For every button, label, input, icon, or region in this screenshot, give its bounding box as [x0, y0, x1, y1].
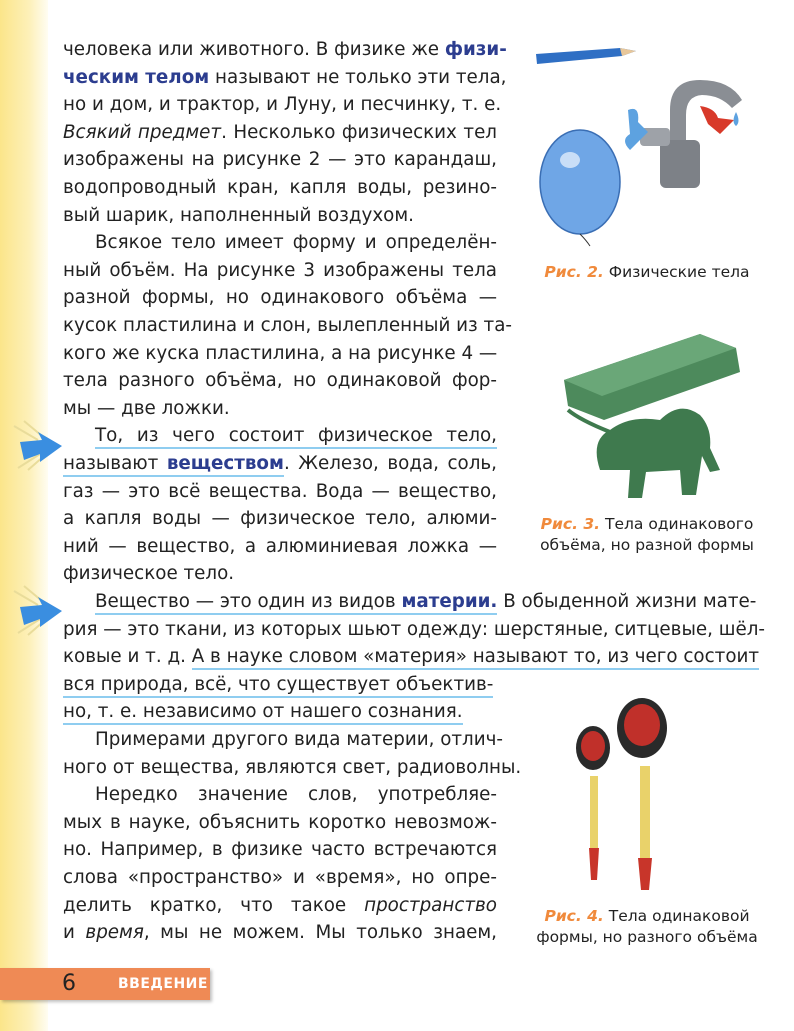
figure-4-spoons-image — [560, 690, 690, 895]
figure-4-caption: Рис. 4. Тела одинаковой формы, но разного объёма — [536, 907, 758, 946]
text-segment: физическое тело. — [63, 563, 235, 585]
text-segment: ного от вещества, являются свет, радиоволны. — [63, 756, 522, 778]
text-line — [63, 919, 497, 947]
text-segment: называют — [63, 453, 167, 477]
emphasis-text: время — [85, 922, 144, 944]
key-term: веществом — [167, 453, 284, 477]
text-line — [63, 643, 760, 671]
text-line — [63, 119, 497, 147]
text-segment: ний — вещество, а алюминиевая ложка — — [63, 535, 497, 557]
page-number: 6 — [62, 971, 76, 996]
text-segment: Вещество — это один из видов — [95, 591, 401, 615]
text-segment: вый шарик, наполненный воздухом. — [63, 204, 414, 226]
text-line — [63, 781, 497, 809]
text-line — [63, 671, 497, 699]
text-line — [63, 754, 522, 782]
text-segment: мых в науке, объяснить коротко невозмож- — [63, 811, 497, 833]
text-segment: называют не только эти тела, — [209, 66, 507, 88]
emphasis-text: Всякий предмет — [63, 121, 222, 143]
text-line — [63, 450, 497, 478]
plasticine-block-icon — [564, 334, 740, 420]
text-segment: . Железо, вода, соль, — [283, 453, 497, 474]
text-line — [63, 588, 755, 616]
text-line — [63, 864, 497, 892]
text-segment: рия — это ткани, из которых шьют одежду: шерстяные, ситцевые, шёл- — [63, 618, 766, 640]
figure-2-caption: Рис. 2. Физические тела — [544, 263, 750, 281]
text-segment: кого же куска пластилина, а на рисунке 4 — — [63, 342, 498, 364]
key-point-arrow-icon — [6, 418, 66, 473]
text-segment: но и дом, и трактор, и Луну, и песчинку, т. е. — [63, 94, 502, 116]
text-segment: вся природа, всё, что существует объектив- — [63, 674, 493, 698]
text-line — [63, 312, 513, 340]
text-line — [63, 478, 497, 506]
text-line — [63, 174, 497, 202]
text-segment: человека или животного. В физике же — [63, 39, 445, 60]
pencil-icon — [536, 48, 636, 64]
section-title: ВВЕДЕНИЕ — [118, 976, 208, 992]
text-segment: но, т. е. независимо от нашего сознания. — [63, 701, 463, 725]
text-line — [63, 284, 497, 312]
text-line — [63, 91, 502, 119]
text-line — [63, 616, 766, 644]
faucet-icon — [625, 80, 742, 188]
text-line — [63, 395, 497, 423]
key-term: физи- — [444, 39, 507, 60]
text-line — [63, 505, 497, 533]
large-spoon-icon — [617, 698, 667, 890]
text-line — [63, 36, 507, 64]
text-segment: В обыденной жизни мате- — [497, 591, 757, 612]
text-segment: изображены на рисунке 2 — это карандаш, — [63, 149, 497, 171]
key-point-arrow-icon — [6, 583, 66, 638]
text-line — [63, 892, 497, 920]
figure-3-caption: Рис. 3. Тела одинакового объёма, но разной формы — [540, 515, 754, 554]
text-line — [63, 422, 497, 450]
elephant-icon — [568, 409, 720, 498]
text-segment: А в науке словом «материя» называют то, из чего состоит — [192, 646, 759, 670]
text-line — [63, 257, 497, 285]
text-line — [63, 698, 497, 726]
text-segment: Всякое тело имеет форму и определён- — [95, 232, 497, 254]
margin-strip — [0, 0, 48, 1031]
key-term: ческим телом — [63, 66, 210, 88]
text-segment: Примерами другого вида материи, отлич- — [95, 729, 503, 750]
text-segment: слова «пространство» и «время», но опре- — [63, 867, 497, 888]
text-line — [63, 229, 497, 257]
text-line — [63, 146, 497, 174]
text-segment: а капля воды — физическое тело, алюми- — [63, 508, 497, 530]
text-line — [63, 367, 497, 395]
figure-2-physical-bodies-image — [530, 40, 760, 250]
text-segment: ковые и т. д. — [63, 646, 192, 668]
text-segment: водопроводный кран, капля воды, резино- — [63, 177, 497, 198]
small-spoon-icon — [576, 726, 610, 880]
text-line — [63, 809, 497, 837]
text-segment: и — [63, 922, 86, 944]
text-line — [63, 340, 497, 368]
text-segment: разной формы, но одинакового объёма — — [63, 287, 497, 309]
text-segment: но. Например, в физике часто встречаются — [63, 839, 497, 861]
text-segment: То, из чего состоит физическое тело, — [95, 425, 497, 449]
text-line — [63, 560, 497, 588]
text-segment: делить кратко, что такое — [63, 894, 365, 916]
key-term: материи. — [401, 591, 497, 615]
text-segment: . Несколько физических тел — [221, 121, 497, 143]
text-line — [63, 836, 497, 864]
text-segment: газ — это всё вещества. Вода — вещество, — [63, 480, 497, 502]
balloon-icon — [540, 130, 620, 246]
text-segment: мы — две ложки. — [63, 397, 230, 419]
text-line — [63, 202, 497, 230]
text-segment: Нередко значение слов, употребляе- — [95, 784, 497, 806]
figure-3-plasticine-image — [550, 320, 760, 505]
text-line — [63, 533, 497, 561]
text-segment: ный объём. На рисунке 3 изображены тела — [63, 259, 497, 281]
text-line — [63, 64, 507, 92]
page-footer — [0, 968, 210, 1000]
text-segment: кусок пластилина и слон, вылепленный из та- — [63, 315, 513, 336]
text-line — [63, 726, 503, 754]
emphasis-text: пространство — [364, 894, 497, 916]
text-segment: , мы не можем. Мы только знаем, — [143, 922, 497, 944]
text-segment: тела разного объёма, но одинаковой фор- — [63, 370, 497, 392]
